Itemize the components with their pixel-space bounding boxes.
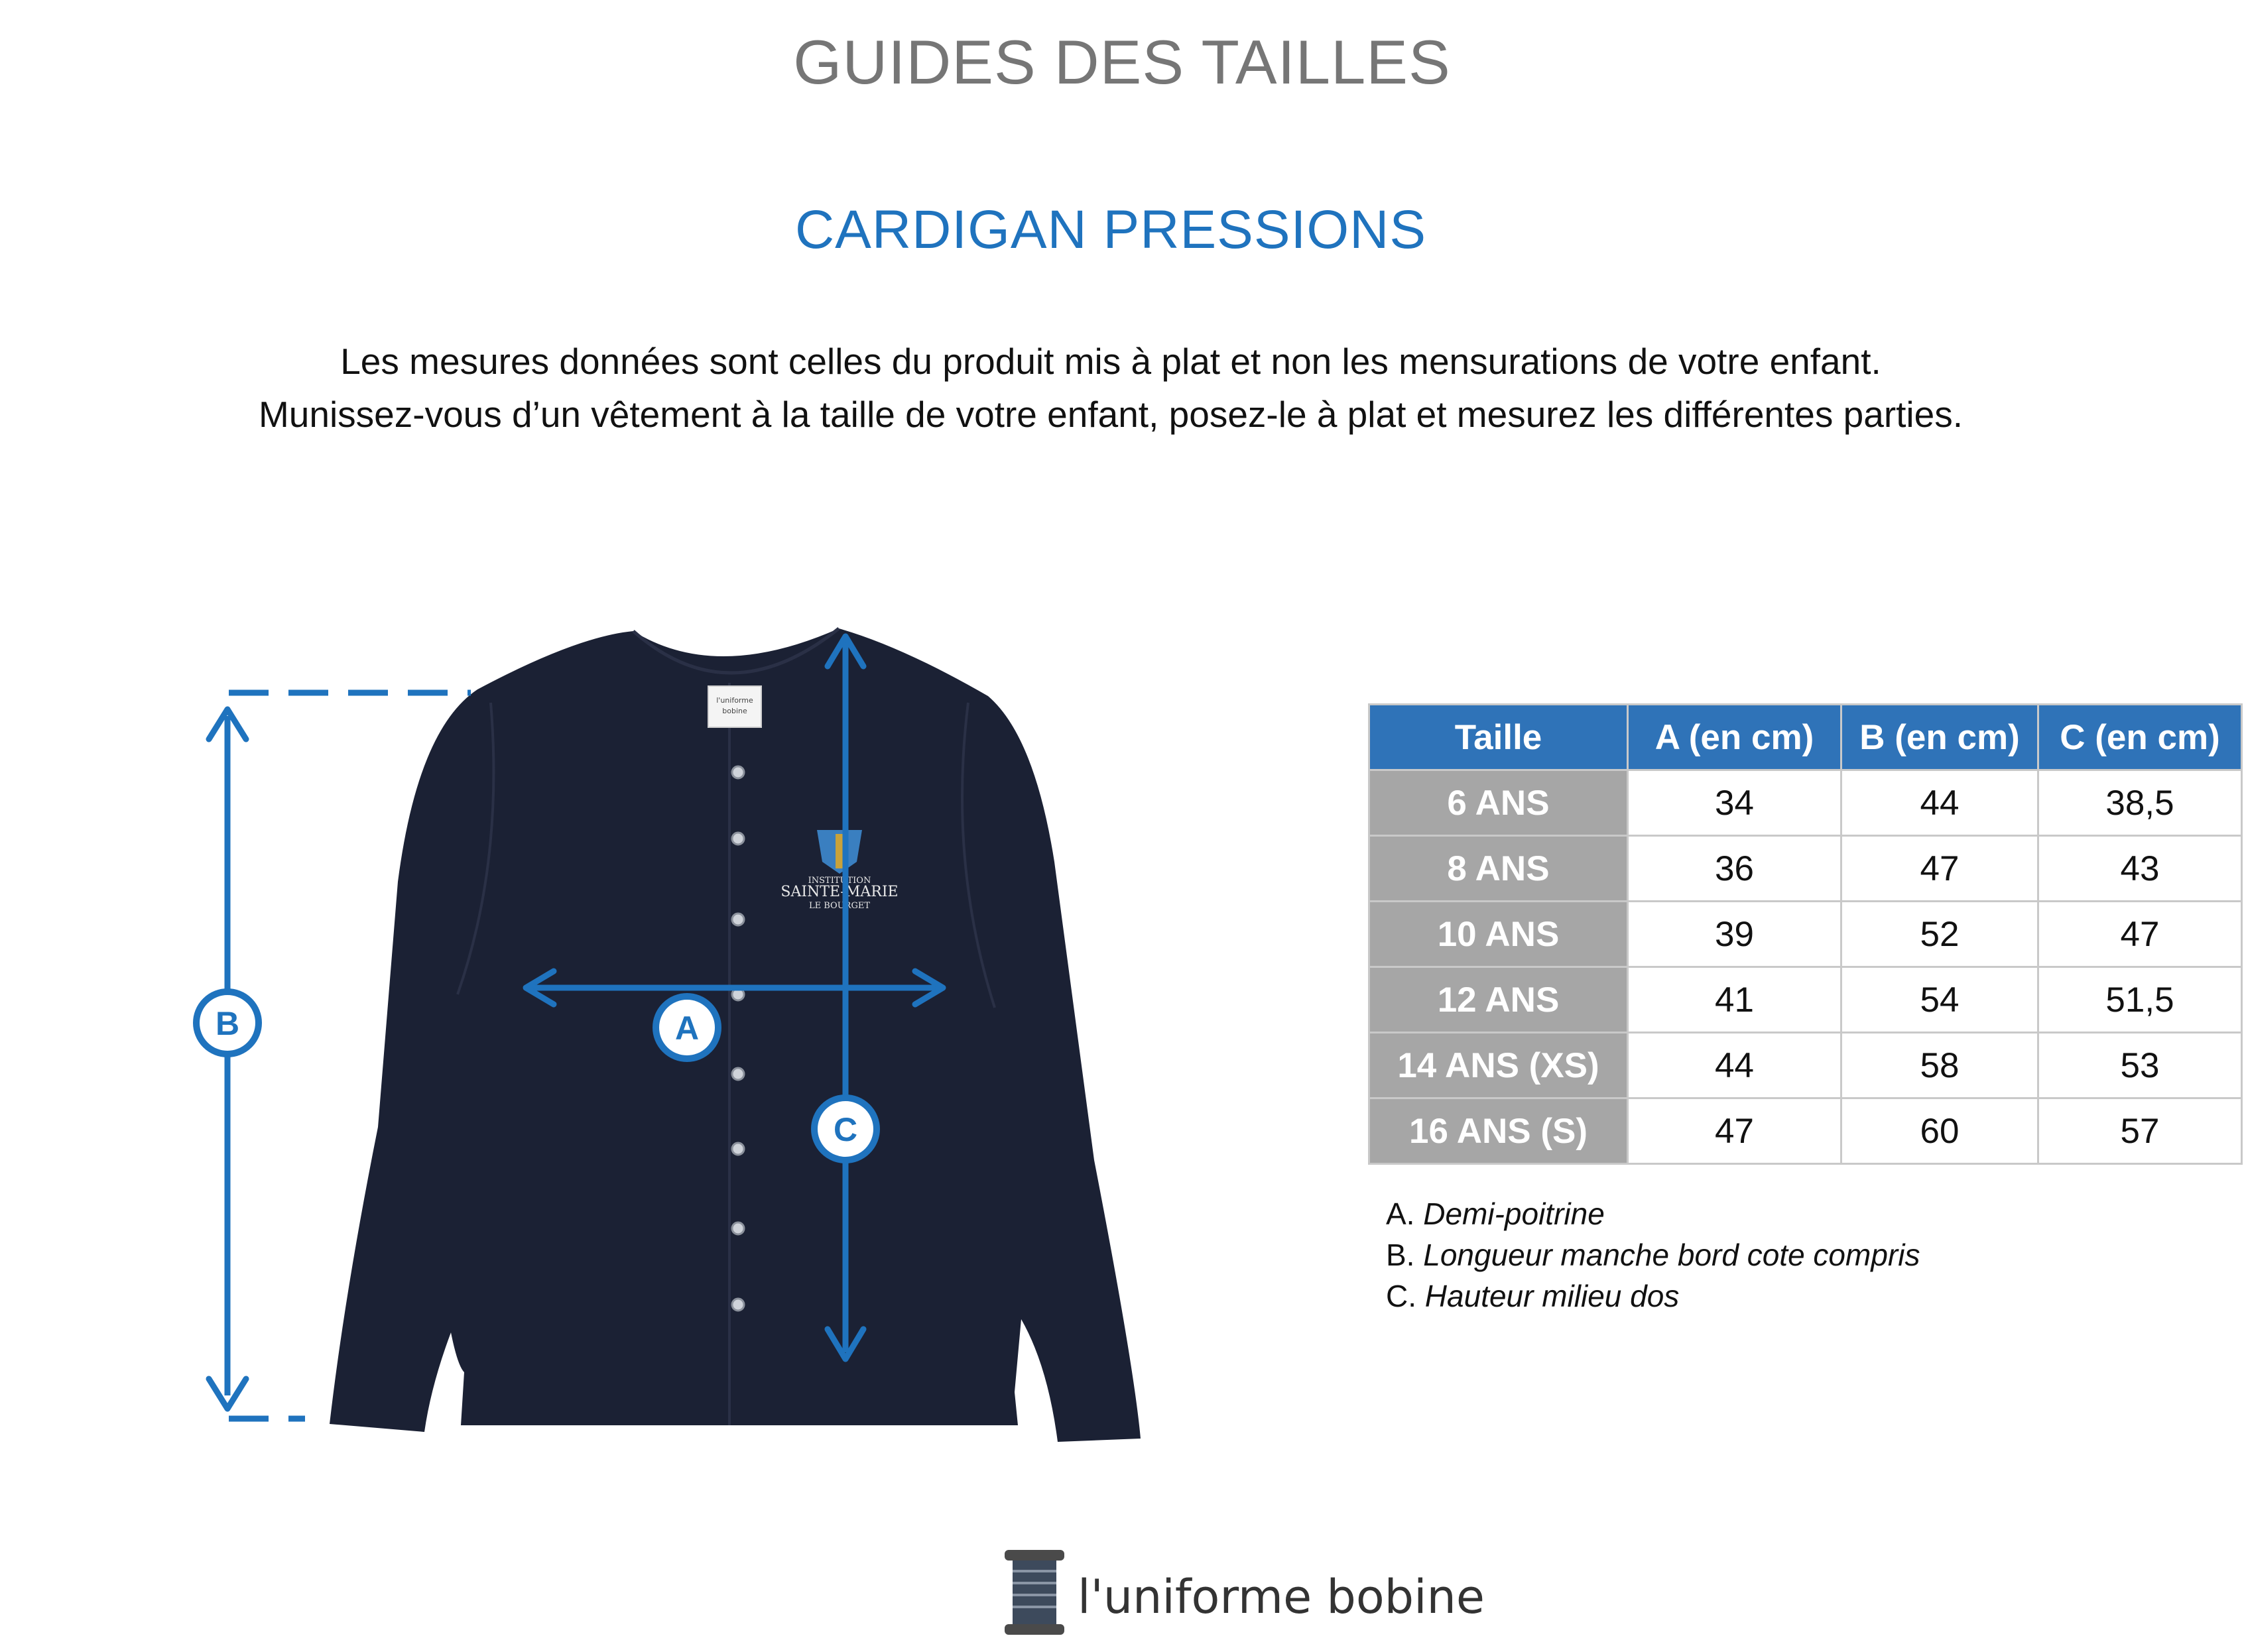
size-cell: 14 ANS (XS) (1369, 1033, 1628, 1098)
table-row (1369, 902, 2242, 967)
legend-item (1386, 1234, 1920, 1275)
marker-c (814, 1098, 877, 1160)
brand-name: l'uniforme bobine (1078, 1570, 1485, 1624)
value-c: 51,5 (2038, 967, 2242, 1033)
table-header-row (1369, 705, 2242, 770)
value-b: 54 (1841, 967, 2038, 1033)
cardigan-illustration (166, 610, 1174, 1458)
value-a: 36 (1628, 836, 1841, 902)
value-a: 39 (1628, 902, 1841, 967)
value-b: 58 (1841, 1033, 2038, 1098)
intro-line-2: Munissez-vous d’un vêtement à la taille de votre enfant, posez-le à plat et mesurez les différentes parties. (258, 394, 1964, 435)
value-b: 44 (1841, 770, 2038, 836)
legend-text: Longueur manche bord cote compris (1423, 1238, 1920, 1272)
table-row (1369, 967, 2242, 1033)
header-c: C (en cm) (2038, 705, 2242, 770)
cardigan-shape (330, 628, 1141, 1442)
size-cell: 8 ANS (1369, 836, 1628, 902)
brand-logo (998, 1545, 1485, 1644)
marker-b (196, 992, 259, 1054)
legend-text: Demi-poitrine (1423, 1197, 1605, 1231)
table-row (1369, 1098, 2242, 1164)
marker-a-label: A (674, 1010, 700, 1047)
legend-text: Hauteur milieu dos (1424, 1279, 1680, 1313)
marker-c-label: C (833, 1111, 858, 1148)
marker-b-label: B (215, 1005, 240, 1042)
value-c: 53 (2038, 1033, 2242, 1098)
value-b: 60 (1841, 1098, 2038, 1164)
size-cell: 10 ANS (1369, 902, 1628, 967)
header-b: B (en cm) (1841, 705, 2038, 770)
crest-line-3: LE BOURGET (809, 901, 870, 911)
table-row (1369, 836, 2242, 902)
legend-item (1386, 1275, 1920, 1317)
size-table (1368, 703, 2243, 1165)
table-row (1369, 770, 2242, 836)
value-c: 47 (2038, 902, 2242, 967)
intro-text (0, 335, 2221, 441)
size-cell: 16 ANS (S) (1369, 1098, 1628, 1164)
value-b: 47 (1841, 836, 2038, 902)
tag-line-1: l'uniforme (716, 696, 753, 705)
value-c: 57 (2038, 1098, 2242, 1164)
legend-key: C. (1386, 1279, 1416, 1313)
header-size: Taille (1369, 705, 1628, 770)
value-a: 34 (1628, 770, 1841, 836)
intro-line-1: Les mesures données sont celles du produit mis à plat et non les mensurations de votre enfant. (340, 341, 1881, 382)
value-c: 43 (2038, 836, 2242, 902)
crest-line-1: INSTITUTION (808, 876, 871, 886)
legend-item (1386, 1193, 1920, 1234)
legend-key: B. (1386, 1238, 1415, 1272)
header-a: A (en cm) (1628, 705, 1841, 770)
product-title: CARDIGAN PRESSIONS (794, 200, 1427, 260)
value-c: 38,5 (2038, 770, 2242, 836)
value-a: 44 (1628, 1033, 1841, 1098)
garment-tag (708, 686, 761, 727)
marker-a (656, 996, 718, 1059)
spool-icon (998, 1545, 1071, 1644)
value-b: 52 (1841, 902, 2038, 967)
size-cell: 12 ANS (1369, 967, 1628, 1033)
crest-line-2: SAINTE-MARIE (780, 884, 899, 900)
value-a: 41 (1628, 967, 1841, 1033)
table-row (1369, 1033, 2242, 1098)
tag-line-2: bobine (722, 707, 747, 715)
legend-key: A. (1386, 1197, 1415, 1231)
page-title: GUIDES DES TAILLES (793, 27, 1451, 97)
value-a: 47 (1628, 1098, 1841, 1164)
measurement-legend (1386, 1193, 1920, 1317)
size-cell: 6 ANS (1369, 770, 1628, 836)
